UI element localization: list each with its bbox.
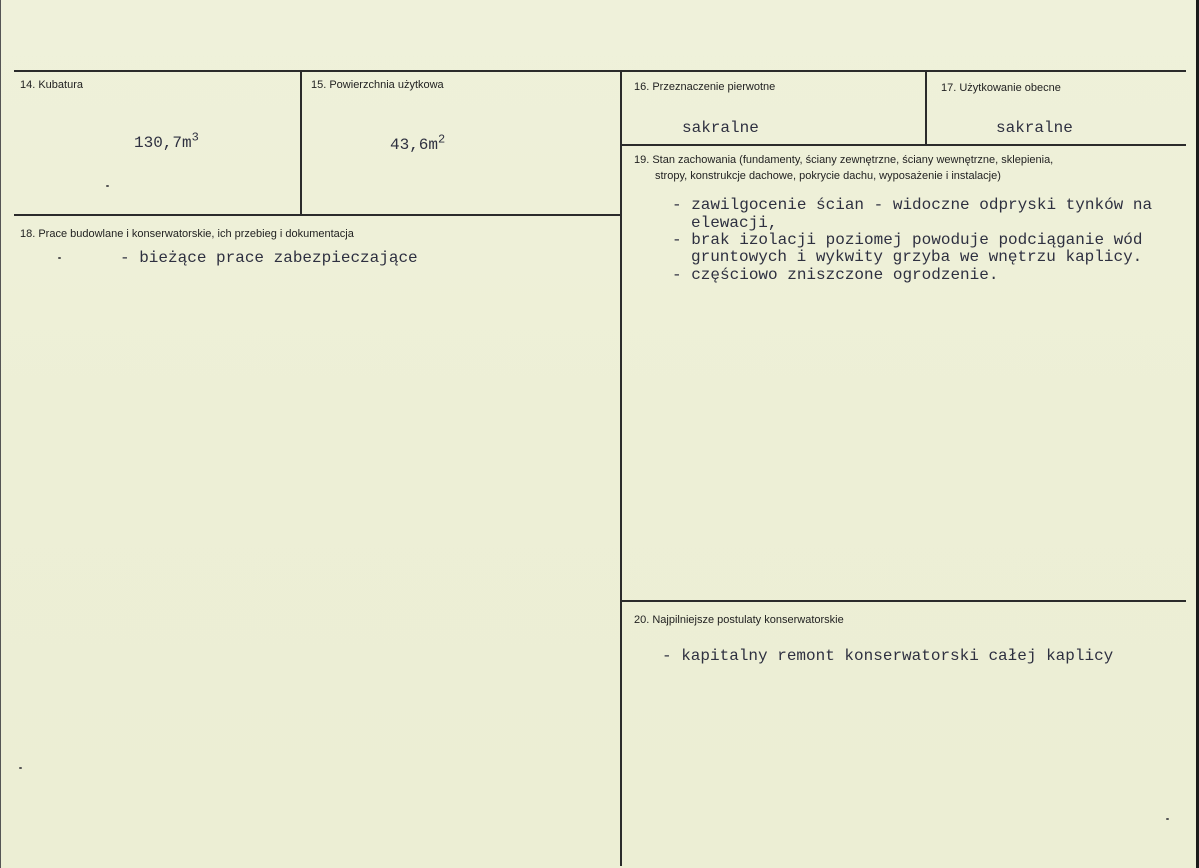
stan-line-5: - częściowo zniszczone ogrodzenie. xyxy=(672,266,999,284)
stan-label-line1: 19. Stan zachowania (fundamenty, ściany zewnętrzne, ściany wewnętrzne, sklepienia, xyxy=(634,154,1054,166)
stan-line-3: - brak izolacji poziomej powoduje podciąganie wód xyxy=(672,231,1143,249)
kubatura-exponent: 3 xyxy=(191,130,199,145)
powierzchnia-value: $43,6m^2$ xyxy=(390,132,446,154)
powierzchnia-label: 15. Powierzchnia użytkowa xyxy=(311,79,444,91)
postulaty-value: - kapitalny remont konserwatorski całej kaplicy xyxy=(662,647,1114,665)
paper-speck xyxy=(19,767,22,769)
stan-label-line2: stropy, konstrukcje dachowe, pokrycie dachu, wyposażenie i instalacje) xyxy=(655,170,1001,182)
powierzchnia-exponent: 2 xyxy=(438,132,446,147)
stan-line-4: gruntowych i wykwity grzyba we wnętrzu kaplicy. xyxy=(691,248,1143,266)
top-rule xyxy=(14,70,1186,72)
rule-under-14-15 xyxy=(14,214,621,216)
uzytkowanie-label: 17. Użytkowanie obecne xyxy=(941,82,1061,94)
paper-speck xyxy=(1166,818,1169,820)
divider-16-17 xyxy=(925,71,927,144)
prace-label: 18. Prace budowlane i konserwatorskie, ich przebieg i dokumentacja xyxy=(20,228,354,240)
przeznaczenie-value: sakralne xyxy=(682,119,759,137)
divider-14-15 xyxy=(300,71,302,215)
stan-line-2: elewacji, xyxy=(691,214,778,232)
przeznaczenie-label: 16. Przeznaczenie pierwotne xyxy=(634,81,776,93)
paper-speck xyxy=(106,185,109,187)
rule-under-16-17 xyxy=(621,144,1186,146)
stan-line-1: - zawilgocenie ścian - widoczne odpryski tynków na xyxy=(672,196,1153,214)
kubatura-value: $130,7m^3$ xyxy=(134,130,199,152)
card-edge-left xyxy=(0,0,1,868)
divider-left-right xyxy=(620,71,622,866)
postulaty-label: 20. Najpilniejsze postulaty konserwatorskie xyxy=(634,614,844,626)
kubatura-label: 14. Kubatura xyxy=(20,79,83,91)
paper-speck xyxy=(58,257,61,259)
prace-value: - bieżące prace zabezpieczające xyxy=(120,249,418,267)
rule-above-20 xyxy=(621,600,1186,602)
uzytkowanie-value: sakralne xyxy=(996,119,1073,137)
